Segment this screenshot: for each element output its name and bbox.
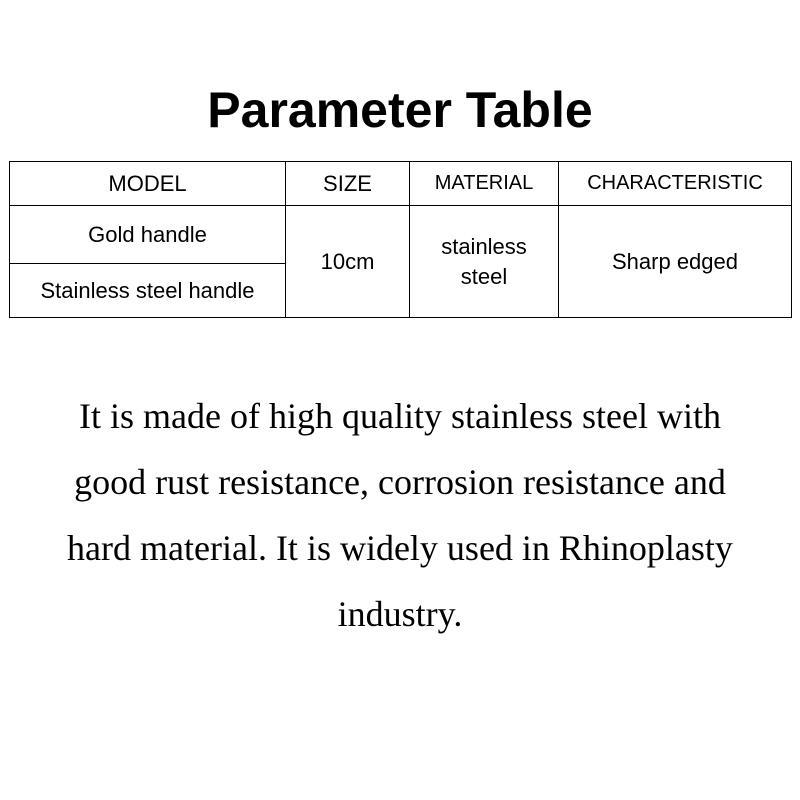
header-material: MATERIAL [410,162,559,206]
characteristic-cell: Sharp edged [559,206,792,318]
table-header-row [10,162,792,206]
material-text: stainless steel [441,233,527,289]
size-cell: 10cm [286,206,410,318]
model-cell-gold: Gold handle [10,206,286,264]
header-size: SIZE [286,162,410,206]
material-cell [410,206,559,318]
header-characteristic: CHARACTERISTIC [559,162,792,206]
page-title: Parameter Table [207,82,593,138]
model-cell-stainless: Stainless steel handle [10,264,286,318]
product-description: It is made of high quality stainless steel with good rust resistance, corrosion resistance and hard material. It is widely used in Rhinoplasty industry. [67,396,733,634]
table-row [10,206,792,264]
parameter-table [9,161,792,318]
header-model: MODEL [10,162,286,206]
